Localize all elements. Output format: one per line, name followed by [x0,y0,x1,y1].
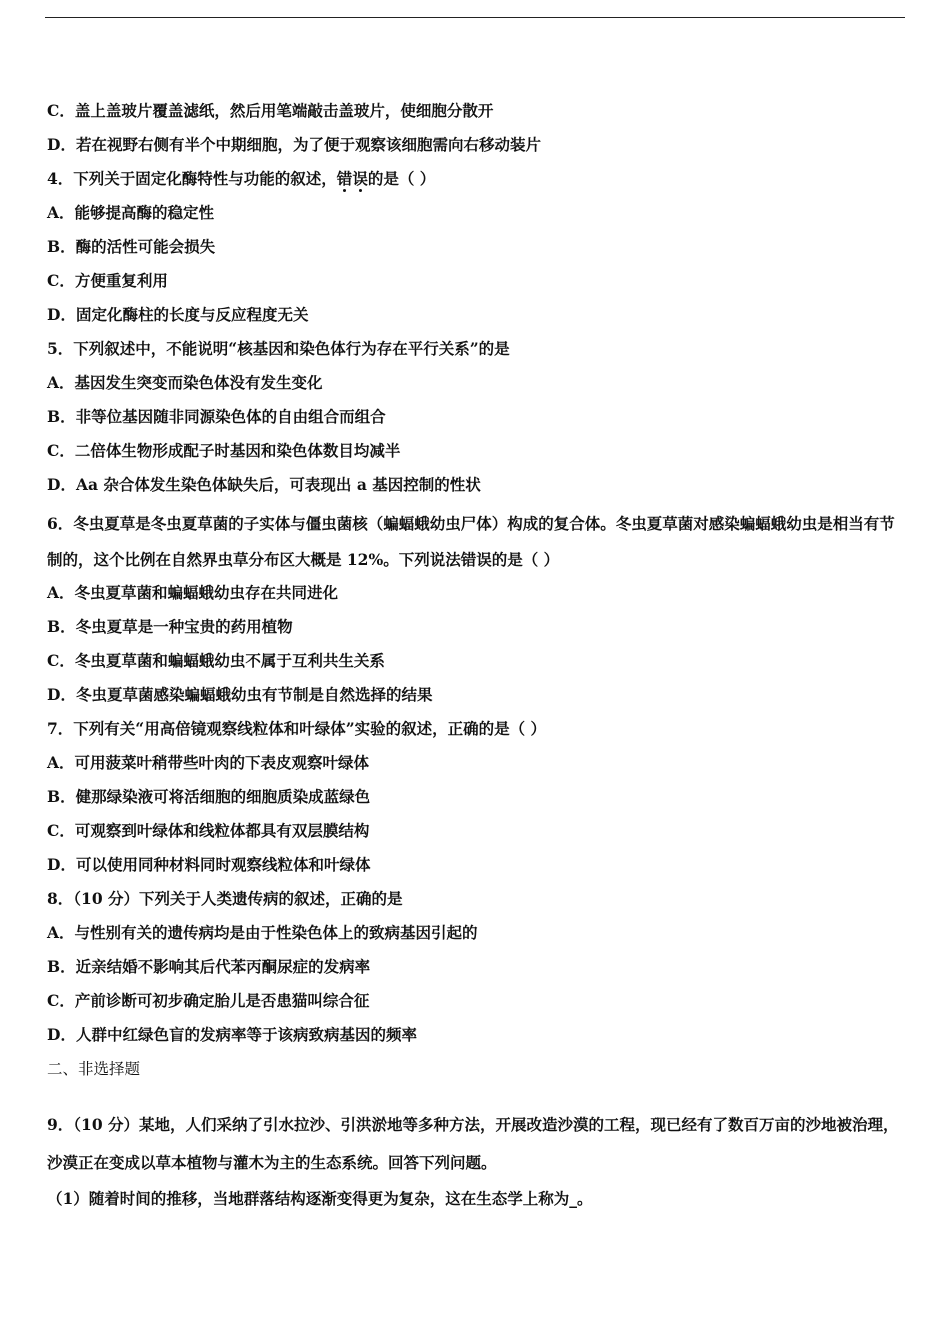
q8-option-c: C．产前诊断可初步确定胎儿是否患猫叫综合征 [47,991,370,1010]
q6-option-a: A．冬虫夏草菌和蝙蝠蛾幼虫存在共同进化 [47,583,339,602]
q7-option-a: A．可用菠菜叶稍带些叶肉的下表皮观察叶绿体 [47,753,370,772]
q9-stem: 9．（10 分）某地，人们采纳了引水拉沙、引洪淤地等多种方法，开展改造沙漠的工程，现已经有了数百万亩的沙地被治理，沙漠正在变成以草本植物与灌木为主的生态系统。回答下列问题。 [47,1115,899,1172]
q7-stem: 7．下列有关“用高倍镜观察线粒体和叶绿体”实验的叙述，正确的是（ ） [47,719,547,738]
section-title: 二、非选择题 [47,1060,141,1078]
q4-option-d: D．固定化酶柱的长度与反应程度无关 [47,305,309,324]
q6-option-d: D．冬虫夏草菌感染蝙蝠蛾幼虫有节制是自然选择的结果 [47,685,433,704]
q5-option-b: B．非等位基因随非同源染色体的自由组合而组合 [47,407,386,426]
q3-option-d: D．若在视野右侧有半个中期细胞，为了便于观察该细胞需向右移动装片 [47,135,541,154]
q4-option-b: B．酶的活性可能会损失 [47,237,216,256]
q5-option-a: A．基因发生突变而染色体没有发生变化 [47,373,323,392]
q4-stem: 4．下列关于固定化酶特性与功能的叙述，错误的是（ ） [47,169,436,188]
q4-option-a: A．能够提高酶的稳定性 [47,203,215,222]
q9-subquestion-1: （1）随着时间的推移，当地群落结构逐渐变得更为复杂，这在生态学上称为_。 [47,1189,593,1208]
q8-option-b: B．近亲结婚不影响其后代苯丙酮尿症的发病率 [47,957,371,976]
q7-option-d: D．可以使用同种材料同时观察线粒体和叶绿体 [47,855,371,874]
q7-option-b: B．健那绿染液可将活细胞的细胞质染成蓝绿色 [47,787,371,806]
q8-option-d: D．人群中红绿色盲的发病率等于该病致病基因的频率 [47,1025,417,1044]
document-body [47,98,907,1220]
q4-option-c: C．方便重复利用 [47,271,168,290]
emphasis-char: 错 [336,169,353,188]
q6-option-c: C．冬虫夏草菌和蝙蝠蛾幼虫不属于互利共生关系 [47,651,385,670]
header-rule [45,17,905,18]
q6-option-b: B．冬虫夏草是一种宝贵的药用植物 [47,617,293,636]
emphasis-char: 误 [352,169,368,188]
q5-stem: 5．下列叙述中，不能说明“核基因和染色体行为存在平行关系”的是 [47,339,510,358]
q6-stem: 6．冬虫夏草是冬虫夏草菌的子实体与僵虫菌核（蝙蝠蛾幼虫尸体）构成的复合体。冬虫夏草菌对感染蝙蝠蛾幼虫是相当有节制的，这个比例在自然界虫草分布区大概是 12%。下列说法错误的是（ ） [47,514,895,569]
q7-option-c: C．可观察到叶绿体和线粒体都具有双层膜结构 [47,821,370,840]
q8-stem: 8．（10 分）下列关于人类遗传病的叙述，正确的是 [47,889,403,908]
q3-option-c: C．盖上盖玻片覆盖滤纸，然后用笔端敲击盖玻片，使细胞分散开 [47,101,494,120]
q5-option-d: D．Aa 杂合体发生染色体缺失后，可表现出 a 基因控制的性状 [47,475,481,494]
q8-option-a: A．与性别有关的遗传病均是由于性染色体上的致病基因引起的 [47,923,478,942]
q5-option-c: C．二倍体生物形成配子时基因和染色体数目均减半 [47,441,401,460]
